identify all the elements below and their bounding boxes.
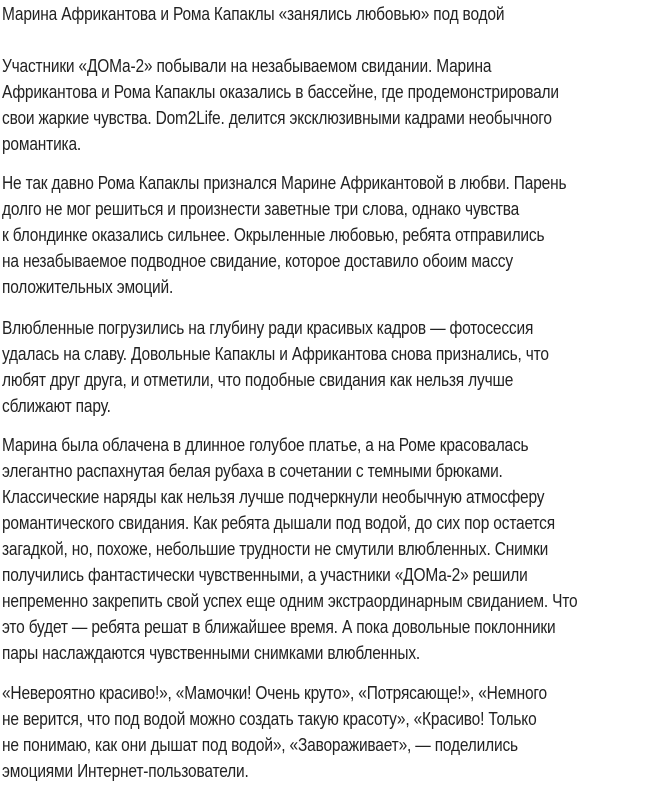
text-line: любят друг друга, и отметили, что подобные свидания как нельзя лучше <box>2 370 514 390</box>
text-line: Не так давно Рома Капаклы признался Марине Африкантовой в любви. Парень <box>2 173 567 193</box>
text-line: романтического свидания. Как ребята дышали под водой, до сих пор остается <box>2 513 555 533</box>
text-line: не верится, что под водой можно создать такую красоту», «Красиво! Только <box>2 709 537 729</box>
paragraph-outfits <box>2 432 577 666</box>
text-line: получились фантастически чувственными, а участники «ДОМа-2» решили <box>2 565 528 585</box>
text-line: на незабываемое подводное свидание, которое доставило обоим массу <box>2 251 513 271</box>
text-line: Участники «ДОМа-2» побывали на незабываемом свидании. Марина <box>2 56 492 76</box>
paragraph-reactions <box>2 680 547 784</box>
text-line: это будет — ребята решат в ближайшее время. А пока довольные поклонники <box>2 617 556 637</box>
text-line: романтика. <box>2 134 82 154</box>
text-line: Классические наряды как нельзя лучше подчеркнули необычную атмосферу <box>2 487 545 507</box>
text-line: Влюбленные погрузились на глубину ради красивых кадров — фотосессия <box>2 318 534 338</box>
paragraph-photoshoot <box>2 315 549 419</box>
text-line: непременно закрепить свой успех еще одним экстраординарным свиданием. Что <box>2 591 578 611</box>
text-line: «Невероятно красиво!», «Мамочки! Очень круто», «Потрясающе!», «Немного <box>2 683 547 703</box>
paragraph-confession <box>2 170 566 300</box>
text-line: удалась на славу. Довольные Капаклы и Африкантова снова признались, что <box>2 344 549 364</box>
text-line: положительных эмоций. <box>2 277 174 297</box>
text-line: эмоциями Интернет-пользователи. <box>2 761 249 781</box>
text-line: Африкантова и Рома Капаклы оказались в бассейне, где продемонстрировали <box>2 82 559 102</box>
text-line: долго не мог решиться и произнести заветные три слова, однако чувства <box>2 199 520 219</box>
text-line: пары наслаждаются чувственными снимками влюбленных. <box>2 643 421 663</box>
text-line: элегантно распахнутая белая рубаха в сочетании с темными брюками. <box>2 461 503 481</box>
text-line: Марина была облачена в длинное голубое платье, а на Роме красовалась <box>2 435 529 455</box>
paragraph-intro <box>2 53 559 157</box>
text-line: не понимаю, как они дышат под водой», «Завораживает», — поделились <box>2 735 518 755</box>
article-title: Марина Африкантова и Рома Капаклы «занялись любовью» под водой <box>2 4 505 24</box>
text-line: сближают пару. <box>2 396 111 416</box>
text-line: к блондинке оказались сильнее. Окрыленные любовью, ребята отправились <box>2 225 545 245</box>
text-line: свои жаркие чувства. Dom2Life. делится эксклюзивными кадрами необычного <box>2 108 552 128</box>
text-line: загадкой, но, похоже, небольшие трудности не смутили влюбленных. Снимки <box>2 539 549 559</box>
